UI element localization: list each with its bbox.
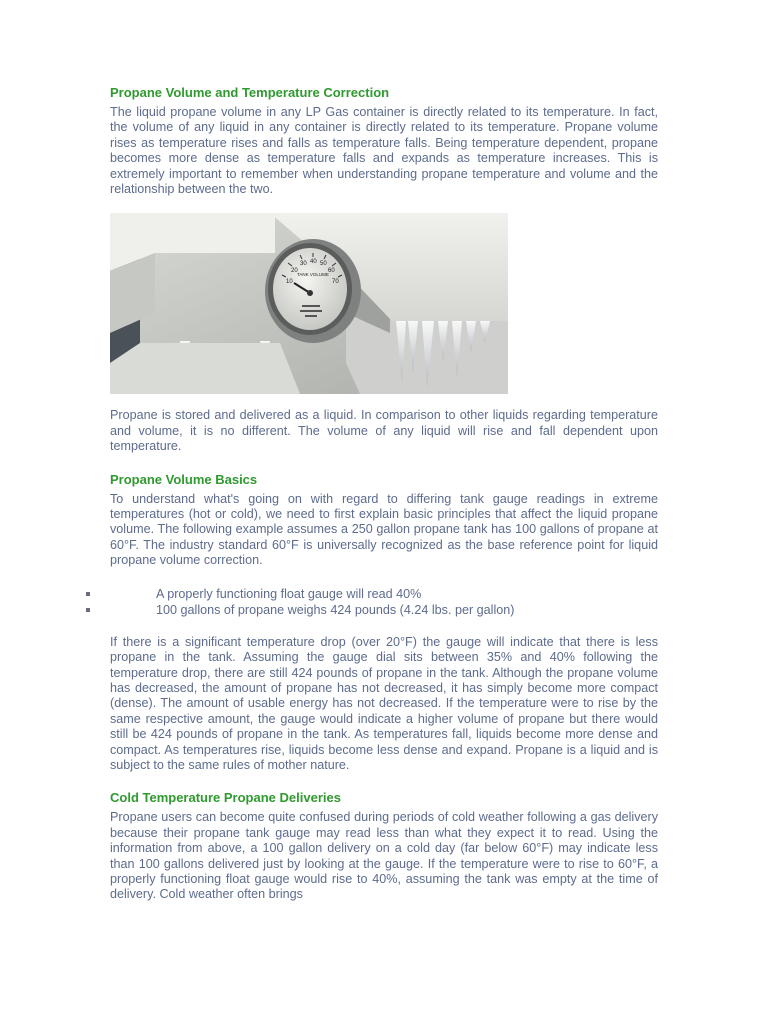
paragraph-cold-deliveries: Propane users can become quite confused during periods of cold weather following a gas delivery because their propane tank gauge may read less than what they expect it to read. Using the information from above, a 100 gallon delivery on a cold day (far below 60°F) may indicate less than 100 gallons delivered just by looking at the gauge. If the temperature were to rise to 60°F, a properly functioning float gauge would rise to 40%, assuming the tank was empty at the time of delivery. Cold weather often brings — [110, 810, 658, 902]
section-heading-cold-deliveries: Cold Temperature Propane Deliveries — [110, 790, 341, 806]
dial-number: 10 — [286, 279, 293, 286]
bullet-icon — [86, 608, 90, 612]
dial-number: 50 — [320, 261, 327, 268]
bullet-icon — [86, 592, 90, 596]
paragraph-basic-principles: To understand what's going on with regard to differing tank gauge readings in extreme temperatures (hot or cold), we need to first explain basic principles that affect the liquid propane volume. The following example assumes a 250 gallon propane tank has 100 gallons of propane at 60°F. The industry standard 60°F is universally recognized as the base reference point for liquid propane volume correction. — [110, 491, 658, 568]
paragraph-volume-intro: The liquid propane volume in any LP Gas container is directly related to its temperature. In fact, the volume of any liquid in any container is directly related to its temperature. Propane volume rises as temperature rises and falls as temperature falls. Being temperature dependent, propane becomes more dense as temperature falls and expands as temperature increases. This is extremely important to remember when understanding propane temperature and volume and the relationship between the two. — [110, 105, 658, 197]
section-heading-volume-basics: Propane Volume Basics — [110, 471, 258, 487]
frozen-tank-gauge-photo — [110, 213, 508, 394]
dial-number: 20 — [291, 268, 298, 275]
section-heading-volume-temperature: Propane Volume and Temperature Correction — [110, 85, 390, 100]
gauge-label: TANK VOLUME — [297, 272, 329, 278]
dial-number: 40 — [310, 259, 317, 266]
list-item — [86, 602, 634, 618]
dial-number: 60 — [328, 268, 335, 275]
list-item — [86, 586, 634, 602]
bullet-text: 100 gallons of propane weighs 424 pounds (4.24 lbs. per gallon) — [156, 602, 515, 617]
paragraph-temperature-drop: If there is a significant temperature drop (over 20°F) the gauge will indicate that there is less propane in the tank. Assuming the gauge dial sits between 35% and 40% following the temperature drop, there are still 424 pounds of propane in the tank. Although the propane volume has decreased, the amount of propane has not decreased, it has simply become more compact (dense). The amount of usable energy has not decreased. If the temperature were to rise by the same respective amount, the gauge would indicate a higher volume of propane but there would still be 424 pounds of propane in the tank. As temperatures fall, liquids become more dense and compact. As temperatures rise, liquids become less dense and expand. Propane is a liquid and is subject to the same rules of mother nature. — [110, 634, 658, 772]
document-content — [110, 85, 658, 903]
paragraph-stored-as-liquid: Propane is stored and delivered as a liquid. In comparison to other liquids regarding temperature and volume, it is no different. The volume of any liquid will rise and fall dependent upon temperature. — [110, 408, 658, 454]
dial-number: 70 — [332, 279, 339, 286]
bullet-list — [86, 586, 634, 618]
dial-number: 30 — [300, 261, 307, 268]
bullet-text: A properly functioning float gauge will read 40% — [156, 586, 422, 601]
